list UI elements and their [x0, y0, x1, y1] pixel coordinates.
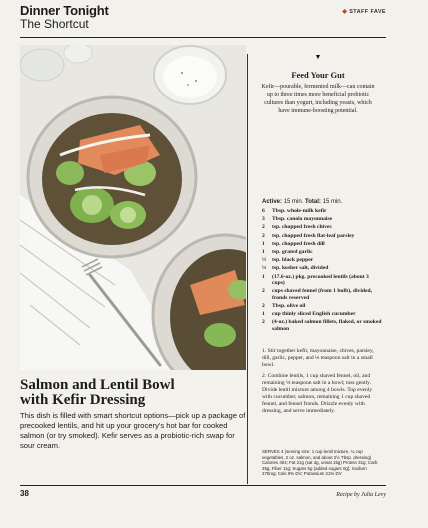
total-label: Total:	[305, 199, 321, 205]
section-subtitle: The Shortcut	[20, 17, 89, 31]
food-photo	[20, 45, 246, 370]
recipe-title-line-1: Salmon and Lentil Bowl	[20, 377, 175, 393]
ingredient-text: tsp. chopped fresh dill	[272, 240, 325, 247]
ingredient-text: tsp. black pepper	[272, 257, 314, 264]
ingredient-qty: 2	[262, 319, 265, 326]
food-photo-illustration	[20, 45, 246, 370]
sidebar-body: Kefir—pourable, fermented milk—can contain up to three times more beneficial probiotic cultures than yogurt, including yeasts, which have immune-boosting potential.	[261, 84, 375, 114]
ingredient-text: (4-oz.) baked salmon fillets, flaked, or smoked salmon	[272, 319, 382, 333]
ingredient	[262, 257, 382, 264]
section-title: Dinner Tonight	[20, 3, 109, 18]
ingredient-qty: ½	[262, 257, 267, 264]
ingredient-text: Tbsp. canola mayonnaise	[272, 216, 333, 223]
step-2: 2. Combine lentils, 1 cup shaved fennel, oil, and remaining ⅛ teaspoon salt in a bowl; toss gently. Divide lentil mixture among 4 bowls. Top evenly with cucumber, salmon, remaining 1 cup shaved fennel, and fennel fronds. Drizzle evenly with dressing, and serve immediately.	[262, 373, 373, 414]
ingredient-text: Tbsp. olive oil	[272, 303, 306, 310]
ingredient	[262, 233, 382, 240]
sidebar-title: Feed Your Gut	[291, 70, 345, 80]
ingredient-qty: 1	[262, 248, 265, 255]
ingredient	[262, 224, 382, 231]
page-number: 38	[20, 489, 29, 498]
ingredient-qty: 1	[262, 311, 265, 318]
ingredient-qty: 2	[262, 224, 265, 231]
ingredient	[262, 311, 382, 318]
ingredient-qty: 2	[262, 232, 265, 239]
ingredient	[262, 303, 382, 310]
ingredient	[262, 241, 382, 248]
ingredient	[262, 216, 382, 223]
active-label: Active:	[262, 199, 283, 205]
staff-fave-label: STAFF FAVE	[349, 9, 386, 15]
ingredient-text: tsp. grated garlic	[272, 248, 313, 255]
ingredient	[262, 265, 382, 272]
footer-rule	[20, 485, 386, 486]
diamond-icon: ◆	[342, 9, 348, 15]
nutrition-info: SERVES 4 (serving size: 1 cup lentil mixture, ¼ cup vegetables, 2 oz. salmon, and about 2½ Tbsp. dressing) Calories 404; Fat 21g (sat 3g, unsat 15g) Protein 31g; Carb 25g; Fiber 11g; Sugars 5g (added sugars 0g); Sodium 275mg; Calc 9% DV; Potassium 21% DV	[262, 449, 378, 477]
header-rule	[20, 37, 386, 38]
ingredient	[262, 274, 382, 287]
sidebar-box	[256, 54, 380, 115]
ingredient	[262, 288, 382, 301]
active-value: 15 min.	[283, 199, 304, 205]
ingredient-qty: 1	[262, 273, 265, 280]
recipe-intro: This dish is filled with smart shortcut options—pick up a package of precooked lentils, and hit up your grocery's hot bar for cooked salmon (or try smoked). Kefir serves as a probiotic-rich swap for sour cream.	[20, 411, 246, 450]
ingredient-text: (17.6-oz.) pkg. precooked lentils (about 3 cups)	[272, 273, 369, 287]
ingredient-qty: ¼	[262, 265, 267, 272]
recipe-steps	[262, 348, 382, 419]
ingredient-text: cups shaved fennel (from 1 bulb), divided, fronds reserved	[272, 288, 372, 301]
ingredient-text: tsp. kosher salt, divided	[272, 265, 329, 272]
step-1: 1. Stir together kefir, mayonnaise, chives, parsley, dill, garlic, pepper, and ⅛ teaspoon salt in a small bowl.	[262, 348, 374, 368]
ingredient	[262, 208, 382, 215]
ingredient-qty: 3	[262, 216, 265, 223]
ingredient	[262, 249, 382, 256]
recipe-credit: Recipe by Julia Levy	[336, 492, 386, 498]
recipe-title	[20, 378, 250, 408]
ingredient-text: Tbsp. whole-milk kefir	[272, 208, 327, 214]
staff-fave-badge	[342, 8, 386, 15]
ingredient-text: tsp. chopped fresh chives	[272, 224, 332, 231]
ingredient-qty: 6	[262, 208, 265, 214]
recipe-title-line-2: with Kefir Dressing	[20, 392, 146, 408]
ingredient-qty: 2	[262, 288, 265, 295]
ingredient-text: cup thinly sliced English cucumber	[272, 311, 356, 318]
ingredient	[262, 319, 382, 332]
ingredient-list	[262, 208, 382, 334]
ingredient-text: tsp. chopped fresh flat-leaf parsley	[272, 232, 355, 239]
column-divider	[247, 54, 248, 484]
time-line	[262, 199, 342, 205]
ingredient-qty: 2	[262, 303, 265, 310]
total-value: 15 min.	[322, 199, 343, 205]
down-triangle-icon: ▼	[314, 54, 322, 61]
ingredient-qty: 1	[262, 240, 265, 247]
